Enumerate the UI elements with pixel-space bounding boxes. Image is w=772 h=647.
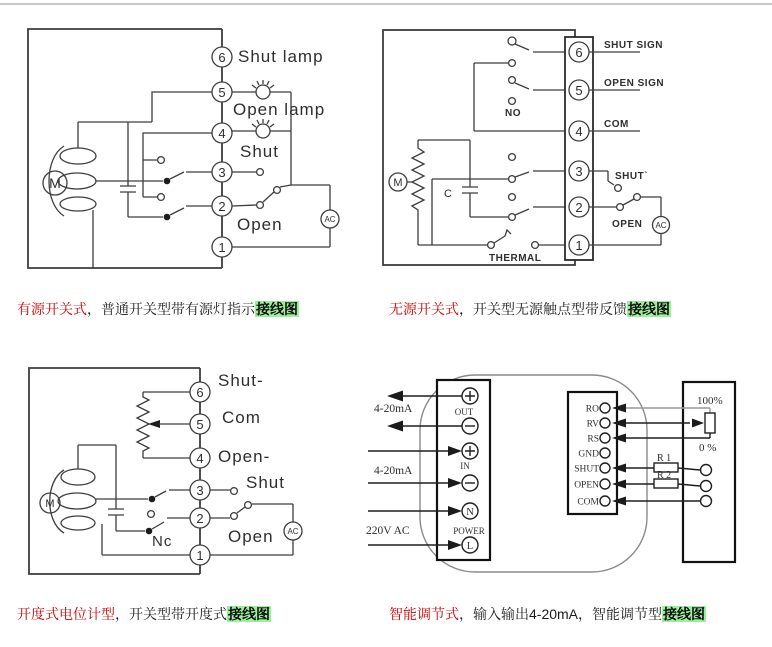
terminal-1: 1 <box>196 548 204 563</box>
ac-label: AC <box>324 215 336 224</box>
motor-symbol <box>43 146 96 216</box>
terminal-5: 5 <box>196 417 204 432</box>
no-label: NO <box>505 108 521 119</box>
ac-source-symbol <box>653 217 670 234</box>
pin-rs: RS <box>587 434 599 445</box>
open-minus-label: Open- <box>218 447 271 466</box>
no-contacts-group <box>474 37 569 131</box>
winding-resistor <box>407 140 424 215</box>
open-lamp-icon <box>252 80 274 99</box>
enclosure-box <box>29 368 200 574</box>
motor-symbol <box>389 173 407 191</box>
terminal-1: 1 <box>575 238 583 253</box>
motor-label: M <box>393 177 403 189</box>
shut-label: Shut <box>240 142 279 161</box>
terminal-4: 4 <box>218 126 226 141</box>
potentiometer-symbol <box>137 392 190 458</box>
out-arrow-icon <box>387 391 403 402</box>
com-label: Com <box>222 408 261 427</box>
nc-label: Nc <box>152 533 173 550</box>
terminal-6: 6 <box>575 45 583 60</box>
motor-label: M <box>45 498 55 510</box>
pct-100-label: 100% <box>697 395 723 407</box>
diagram-dry-contact-schematic <box>380 0 772 296</box>
r1-label: R 1 <box>657 453 672 464</box>
open-label: Open <box>228 527 274 546</box>
terminal-3: 3 <box>196 483 204 498</box>
pin-rv: RV <box>586 419 599 430</box>
motor-label: M <box>49 175 61 191</box>
pin-ro: RO <box>585 404 599 415</box>
caption-text: ，普通开关型带有源灯指示 <box>87 301 255 317</box>
ac-source-symbol <box>321 210 339 228</box>
caption-text: ，输入输出4-20mA，智能调节型 <box>459 606 663 622</box>
shut-lamp-icon <box>252 119 274 138</box>
caption-lead: 智能调节式 <box>389 606 459 622</box>
output-range-label: 4-20mA <box>374 403 413 415</box>
caption-powered-switch <box>17 299 299 319</box>
terminal-4: 4 <box>196 451 204 466</box>
thermal-switch <box>488 230 542 264</box>
line-terminal-label: L <box>466 541 474 552</box>
caption-highlight: 接线图 <box>228 606 270 622</box>
enclosure-box <box>28 29 222 268</box>
caption-lead: 有源开关式 <box>17 301 87 317</box>
shut-label: SHUT` <box>615 171 649 182</box>
caption-lead: 无源开关式 <box>389 301 459 317</box>
com-label: COM <box>604 119 629 130</box>
terminal-5: 5 <box>218 85 226 100</box>
out-group-label: OUT <box>454 407 474 417</box>
caption-text: ，开关型无源触点型带反馈 <box>459 301 627 317</box>
enclosure-box <box>383 30 575 265</box>
r2-label: R 2 <box>657 470 672 481</box>
ac-label: AC <box>287 527 299 536</box>
out-arrow-icon <box>387 421 403 432</box>
feedback-panel <box>683 382 735 562</box>
terminal-6: 6 <box>218 50 226 65</box>
terminal-2: 2 <box>218 199 226 214</box>
pin-com: COM <box>577 497 599 508</box>
neutral-terminal-label: N <box>466 507 474 518</box>
terminal-3: 3 <box>575 164 583 179</box>
diagram-potentiometer-schematic <box>0 330 386 580</box>
caption-dry-contact <box>389 299 671 319</box>
shut-label: Shut <box>246 473 285 492</box>
motor-symbol <box>40 469 96 533</box>
caption-smart-regulator <box>389 604 706 624</box>
pin-shut: SHUT <box>574 464 599 475</box>
diagram-powered-switch-schematic <box>0 0 386 296</box>
caption-potentiometer <box>17 604 271 624</box>
caption-highlight: 接线图 <box>628 301 670 317</box>
terminal-2: 2 <box>196 511 204 526</box>
open-lamp-label: Open lamp <box>233 100 326 119</box>
power-group-label: POWER <box>453 526 485 536</box>
supply-label: 220V AC <box>366 525 410 537</box>
shut-lamp-label: Shut lamp <box>238 47 324 66</box>
diagram-smart-regulator-schematic <box>360 330 772 580</box>
open-sign-label: OPEN SIGN <box>604 78 665 89</box>
terminal-3: 3 <box>218 165 226 180</box>
in-group-label: IN <box>460 461 470 471</box>
terminal-4: 4 <box>575 124 583 139</box>
shut-sign-label: SHUT SIGN <box>604 40 663 51</box>
thermal-label: THERMAL <box>489 253 542 264</box>
wiring <box>418 154 569 245</box>
ac-source-symbol <box>284 522 302 540</box>
input-range-label: 4-20mA <box>374 465 413 477</box>
open-label: Open <box>237 215 283 234</box>
open-label: OPEN <box>612 219 643 230</box>
caption-highlight: 接线图 <box>663 606 706 622</box>
terminal-5: 5 <box>575 83 583 98</box>
pin-gnd: GND <box>578 449 599 460</box>
caption-highlight: 接线图 <box>256 301 298 317</box>
pin-open: OPEN <box>574 480 599 491</box>
caption-text: ，开关型带开度式 <box>115 606 227 622</box>
terminal-strip <box>565 37 593 260</box>
ac-label: AC <box>655 221 667 230</box>
terminal-1: 1 <box>218 240 226 255</box>
capacitor-label: C <box>444 188 452 200</box>
terminal-2: 2 <box>575 200 583 215</box>
shut-minus-label: Shut- <box>218 371 264 390</box>
terminal-6: 6 <box>196 385 204 400</box>
pct-0-label: 0 % <box>699 442 717 454</box>
caption-lead: 开度式电位计型 <box>17 606 115 622</box>
